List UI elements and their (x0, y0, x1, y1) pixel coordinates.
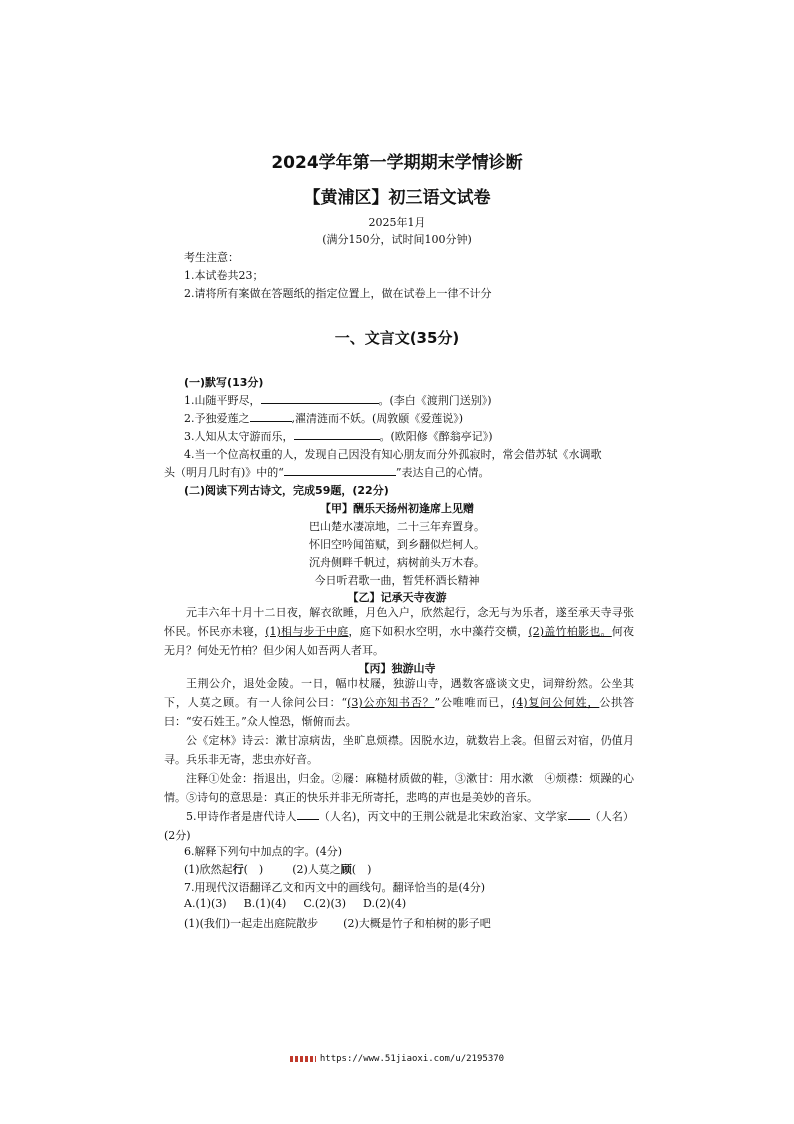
passage-bing-title: 【丙】独游山寺 (358, 662, 436, 675)
underlined-sentence: (3)公亦知书否？ (347, 696, 435, 709)
annotations: 注释①处金：指退出，归金。②屦：麻糙材质做的鞋，③漱甘：用水漱 ④烦襟：烦躁的心情。⑤诗句的意思是：真正的快乐并非无所寄托，悲鸣的声也是美妙的音乐。 (164, 772, 634, 804)
poem-title: 【甲】酬乐天扬州初逢席上见赠 (320, 502, 474, 515)
page-subtitle: 【黄浦区】初三语文试卷 (303, 188, 491, 208)
dotted-char: 行 (232, 863, 244, 876)
option-b: B.(1)(4) (243, 897, 287, 910)
question-1 (184, 392, 492, 408)
q3-text: 3.人知从太守游而乐， (184, 430, 294, 443)
q6-item: (1)欣然起 (184, 863, 233, 876)
question-4-line1: 4.当一个位高权重的人，发现自己因没有知心朋友而分外孤寂时，常会借苏轼《水调歌 (184, 448, 602, 461)
poem-line: 怀旧空吟闻笛赋，到乡翻似烂柯人。 (309, 538, 485, 551)
passage-text: 何夜无月？何处无竹柏？但少闲人如吾两人者耳。 (164, 625, 635, 657)
note-item: 1.本试卷共23； (184, 269, 264, 282)
passage-yi-title: 【乙】记承天寺夜游 (347, 591, 447, 604)
q5-text: （人名)，丙文中的王荆公就是北宋政治家、文学家 (318, 810, 568, 823)
question-2 (184, 410, 463, 426)
q4-text-end: ”表达自己的心情。 (395, 466, 490, 479)
translation-1: (1)(我们)一起走出庭院散步 (184, 917, 319, 930)
passage-bing-poem: 公《定林》诗云：漱甘凉病齿，坐旷息烦襟。因脱水边，就数岩上衾。但留云对宿，仍值月寻。兵乐非无寄，悲虫亦好音。 (164, 734, 634, 766)
poem-line: 今日听君歌一曲，暂凭杯酒长精神 (314, 574, 480, 587)
poem-line: 巴山楚水凄凉地，二十三年弃置身。 (309, 520, 485, 533)
q1-text: 1.山随平野尽， (184, 394, 261, 407)
footer (0, 1054, 794, 1064)
notes-label: 考生注意： (184, 251, 239, 264)
passage-yi (164, 603, 634, 660)
passage-text: ”公唯唯而已， (434, 696, 512, 709)
site-logo-icon (290, 1056, 316, 1062)
part1-heading: (一)默写(13分) (184, 376, 264, 389)
q4-text: 头（明月几时有)》中的“ (164, 466, 284, 479)
answer-blank (294, 429, 380, 440)
question-5 (164, 807, 634, 845)
q3-source: 。(欧阳修《醉翁亭记》) (379, 430, 493, 443)
q6-paren: ( ) (243, 863, 264, 876)
q1-source: 。(李白《渡荆门送别》) (378, 394, 492, 407)
poem-line: 沉舟侧畔千帆过，病树前头万木春。 (309, 556, 485, 569)
q6-paren: ( ) (351, 863, 372, 876)
answer-blank (284, 465, 396, 476)
exam-date: 2025年1月 (368, 216, 426, 229)
underlined-sentence: (2)盖竹柏影也。 (528, 625, 612, 638)
underlined-sentence: (4)复问公何姓， (511, 696, 600, 709)
exam-info: (满分150分，试时间100分钟) (322, 233, 472, 246)
question-4-line2 (164, 464, 490, 480)
part2-heading: (二)阅读下列古诗文，完成59题，(22分) (184, 484, 389, 497)
q2-text: 2.予独爱莲之 (184, 412, 250, 425)
passage-text: 王荆公介，退处金陵。一日，幅巾杖屦，独游山寺，遇数客盛谈文史，词辩纷然。公坐其下，人莫之顾。有一人徐问公曰：“ (164, 677, 634, 709)
passage-text: 元丰六年十月十二日夜，解衣欲睡，月色入户，欣然起行，念无与为乐者，遂至承天寺寻张怀民。怀民亦未寝， (164, 606, 634, 638)
q2-source: ,濯清涟而不妖。(周敦颐《爱莲说》) (291, 412, 464, 425)
question-6: 6.解释下列句中加点的字。(4分) (184, 845, 343, 858)
passage-text: ，庭下如积水空明，水中藻荇交横， (348, 625, 529, 638)
underlined-sentence: (1)相与步于中庭 (265, 625, 349, 638)
question-7: 7.用现代汉语翻译乙文和丙文中的画线句。翻译恰当的是(4分) (184, 881, 486, 894)
dotted-char: 顾 (340, 863, 352, 876)
q6-item: (2)人莫之 (292, 863, 341, 876)
option-d: D.(2)(4) (363, 897, 407, 910)
passage-bing (164, 674, 634, 731)
section-title: 一、文言文(35分) (334, 329, 460, 347)
answer-blank (261, 393, 379, 404)
q5-text: 5.甲诗作者是唐代诗人 (186, 810, 297, 823)
footer-link[interactable]: https://www.51jiaoxi.com/u/2195370 (319, 1054, 505, 1064)
answer-blank (568, 809, 590, 820)
note-item: 2.请将所有案做在答题纸的指定位置上，做在试卷上一律不计分 (184, 287, 492, 300)
option-a: A.(1)(3) (184, 897, 227, 910)
question-6-items (184, 861, 371, 877)
passage-text: 公拱答曰：“安石姓王。”众人惶恐，惭俯而去。 (164, 696, 635, 728)
page-title: 2024学年第一学期期末学情诊断 (271, 153, 523, 173)
question-3 (184, 428, 493, 444)
q5-text: （人名）(2分) (164, 810, 635, 842)
translation-2: (2)大概是竹子和柏树的影子吧 (343, 917, 491, 930)
answer-blank (250, 411, 292, 422)
option-c: C.(2)(3) (303, 897, 347, 910)
answer-blank (297, 809, 319, 820)
question-7-translations (184, 915, 491, 931)
question-7-options (184, 897, 406, 910)
